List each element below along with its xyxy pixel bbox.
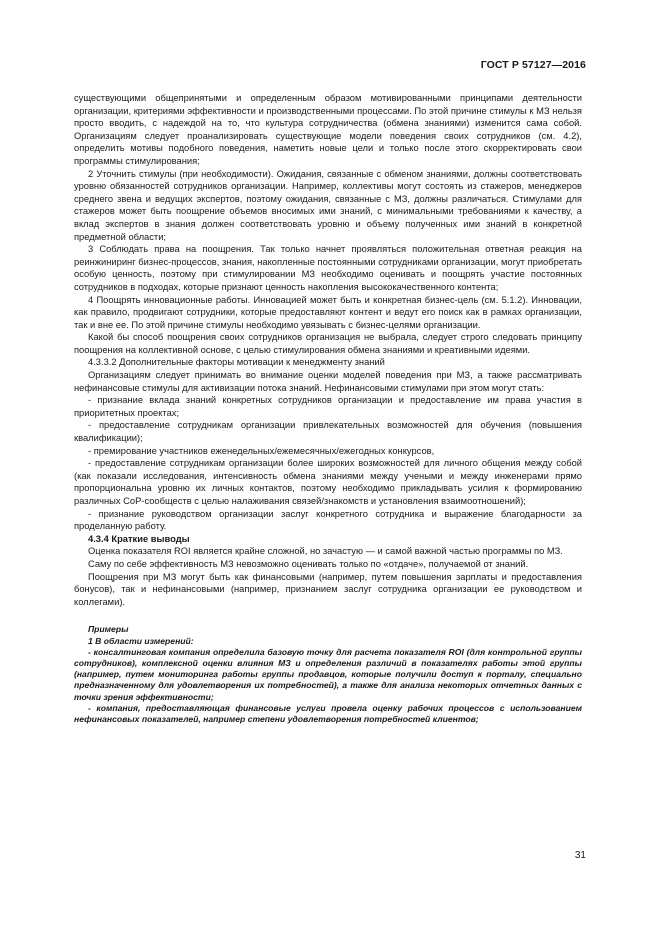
examples-subtitle: 1 В области измерений: — [88, 635, 194, 646]
paragraph: 3 Соблюдать права на поощрения. Так только начнет проявляться положительная ответная реакция на реинжиниринг бизнес-процессов, знания, накопленные постоянными сотрудниками организации, могут приобретать особую ценность, поэтому при стимулировании МЗ необходимо оценивать и поощрять участие постоянных сотрудников в подходах, которые признают ценность накопления высококачественного контента; — [74, 244, 582, 292]
paragraph: Организациям следует принимать во внимание оценки моделей поведения при МЗ, а также рассматривать нефинансовые стимулы для активизации потока знаний. Нефинансовыми стимулами при этом могут стать: — [74, 370, 582, 393]
paragraph: 4 Поощрять инновационные работы. Инновацией может быть и конкретная бизнес-цель (см. 5.1.2). Инновации, как правило, продвигают сотрудники, которые предоставляют контент и ведут его поиск как в рамках организации, так и вне ее. По этой причине стимулы необходимо увязывать с бизнес-целями организации. — [74, 294, 582, 330]
list-item: - предоставление сотрудникам организации более широких возможностей для личного общения между собой (как показали исследования, интенсивность обмена знаниями между учеными и между инженерами прямо пропорциональна уровню их личных контактов, поэтому необходимо прикладывать усилия к формированию различных CoP-сообществ с целью налаживания связей/знакомств и установления взаимоотношений); — [74, 458, 582, 506]
examples-block — [74, 624, 582, 725]
document-header: ГОСТ Р 57127—2016 — [480, 59, 586, 71]
paragraph: 2 Уточнить стимулы (при необходимости). Ожидания, связанные с обменом знаниями, должны соответствовать уровню обязанностей сотрудников организации. Например, коллективы могут состоять из стажеров, менеджеров среднего звена и ведущих экспертов, поэтому ожидания, связанные с МЗ, должны различаться. Стимулами для стажеров может быть поощрение объемов вносимых ими знаний, с минимальными требованиями к качеству, а вклад экспертов в знания должен соответствовать уровню и объему полученных ими знаний в конкретной предметной области; — [74, 168, 582, 242]
page-number: 31 — [574, 850, 586, 861]
paragraph: Оценка показателя ROI является крайне сложной, но зачастую — и самой важной частью программы по МЗ. — [88, 546, 563, 557]
list-item: - признание руководством организации заслуг конкретного сотрудника и выражение благодарности за проделанную работу. — [74, 508, 582, 532]
example-item: - компания, предоставляющая финансовые услуги провела оценку рабочих процессов с использованием нефинансовых показателей, например степени удовлетворения потребностей клиентов; — [74, 702, 582, 724]
section-heading: 4.3.4 Краткие выводы — [88, 533, 190, 544]
paragraph: Какой бы способ поощрения своих сотрудников организация не выбрала, следует строго следовать принципу поощрения на коллективной основе, с целью стимулирования обмена знаниями и креативными идеями. — [74, 332, 582, 355]
paragraph: Саму по себе эффективность МЗ невозможно оценивать только по «отдаче», получаемой от знаний. — [88, 558, 529, 569]
list-item: - признание вклада знаний конкретных сотрудников организации и предоставление им права участия в приоритетных проектах; — [74, 395, 582, 418]
page-body — [74, 92, 582, 725]
paragraph: существующими общепринятыми и определенным образом мотивированными принципами деятельности организации, критериями эффективности и производственными процессами. По этой причине стимулы к МЗ нельзя просто вводить, с надеждой на то, что культура сотрудничества (обмена знаниями) изменится сама собой. Организациям следует проанализировать существующие модели поведения своих сотрудников (см. 4.2), определить мотивы подобного поведения, наметить новые цели и только после этого скорректировать свои программы стимулирования; — [74, 93, 582, 166]
example-item: - консалтинговая компания определила базовую точку для расчета показателя ROI (для контрольной группы сотрудников), комплексной оценки влияния МЗ и определения различий в показателях работы этой группы (например, путем мониторинга работы группы продавцов, которые получили доступ к порталу, специально предназначенному для удовлетворения их потребностей), а также для анализа некоторых отчетных данных с точки зрения эффективности; — [74, 646, 582, 702]
examples-title: Примеры — [88, 624, 129, 635]
list-item: - предоставление сотрудникам организации привлекательных возможностей для обучения (повышения квалификации); — [74, 420, 582, 444]
section-heading: 4.3.3.2 Дополнительные факторы мотивации к менеджменту знаний — [88, 357, 385, 368]
paragraph: Поощрения при МЗ могут быть как финансовыми (например, путем повышения зарплаты и предоставления бонусов), так и нефинансовыми (например, признанием заслуг сотрудника организации ее руководством и коллегами). — [74, 571, 582, 607]
list-item: - премирование участников еженедельных/ежемесячных/ежегодных конкурсов, — [88, 445, 435, 456]
